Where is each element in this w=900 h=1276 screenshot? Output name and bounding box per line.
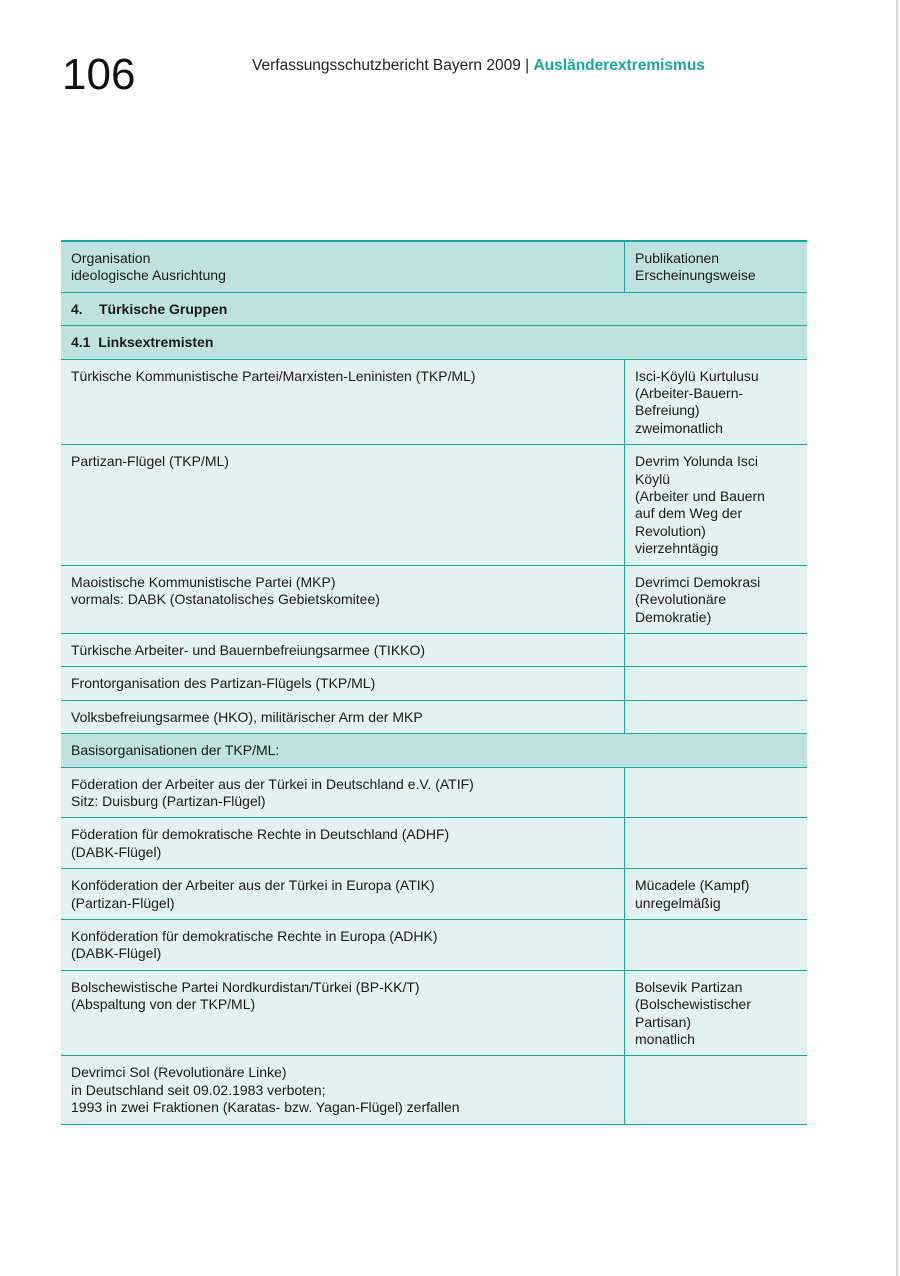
organisation-cell (61, 869, 625, 920)
header-pub-cell (625, 241, 808, 292)
publication-text: unregelmäßig (635, 894, 721, 911)
publication-text: (Arbeiter und Bauern (635, 488, 765, 505)
publication-text: Mücadele (Kampf) (635, 877, 750, 894)
publication-cell (625, 700, 808, 733)
header-title: Verfassungsschutzbericht Bayern 2009 | (252, 57, 530, 74)
table-row (61, 818, 807, 869)
publication-text: Revolution) (635, 522, 706, 539)
header-org-cell (61, 241, 625, 292)
publication-text: Bolsevik Partizan (635, 978, 743, 995)
publication-cell (625, 667, 808, 700)
publication-text: (Bolschewistischer (635, 996, 751, 1013)
publication-text: Befreiung) (635, 402, 700, 419)
publication-text: (Arbeiter-Bauern- (635, 385, 744, 402)
table-header-row (61, 241, 807, 292)
publication-cell (625, 970, 808, 1056)
publication-cell (625, 1056, 808, 1124)
table-row (61, 359, 807, 445)
publication-text: monatlich (635, 1031, 695, 1047)
publication-cell (625, 633, 808, 666)
organisation-text: vormals: DABK (Ostanatolisches Gebietskomitee) (71, 591, 380, 608)
publication-text: vierzehntägig (635, 540, 719, 557)
publication-text: Partisan) (635, 1013, 692, 1030)
table-row (61, 445, 807, 565)
subsection-cell: 4.1 Linksextremisten (61, 326, 807, 359)
organisation-text: Türkische Arbeiter- und Bauernbefreiungsarmee (TIKKO) (71, 641, 426, 658)
table-row (61, 970, 807, 1056)
publication-text: Devrim Yolunda Isci (635, 453, 758, 470)
table-row (61, 919, 807, 970)
organisation-cell (61, 633, 625, 666)
organisation-text: (Abspaltung von der TKP/ML) (71, 996, 256, 1013)
organisation-text: Volksbefreiungsarmee (HKO), militärischer Arm der MKP (71, 708, 423, 725)
organisation-cell (61, 565, 625, 633)
publication-text: Demokratie) (635, 608, 712, 625)
publication-text: Köylü (635, 470, 671, 487)
organisation-text: Sitz: Duisburg (Partizan-Flügel) (71, 792, 266, 809)
publication-cell (625, 869, 808, 920)
organisation-cell (61, 919, 625, 970)
organisation-text: Frontorganisation des Partizan-Flügels (TKP/ML) (71, 675, 376, 692)
organisation-text: Türkische Kommunistische Partei/Marxisten-Leninisten (TKP/ML) (71, 367, 476, 384)
organisation-cell (61, 445, 625, 565)
organisation-cell (61, 818, 625, 869)
publication-text: zweimonatlich (635, 419, 723, 436)
organisation-cell (61, 767, 625, 818)
organisation-cell (61, 667, 625, 700)
organisation-text: Bolschewistische Partei Nordkurdistan/Türkei (BP-KK/T) (71, 978, 420, 995)
table-row (61, 1056, 807, 1124)
table-row (61, 633, 807, 666)
header-section: Ausländerextremismus (533, 57, 705, 74)
table-row (61, 700, 807, 733)
table-row (61, 667, 807, 700)
section-row (61, 292, 807, 325)
organisation-cell (61, 700, 625, 733)
header-pub-line: Publikationen (635, 250, 720, 266)
publication-text: Devrimci Demokrasi (635, 573, 761, 590)
organisation-text: Föderation für demokratische Rechte in Deutschland (ADHF) (71, 826, 450, 843)
organisation-cell (61, 1056, 625, 1124)
organisation-text: in Deutschland seit 09.02.1983 verboten; (71, 1081, 326, 1098)
running-header (252, 57, 705, 75)
organisation-text: Konföderation für demokratische Rechte in Europa (ADHK) (71, 927, 438, 944)
publication-text: auf dem Weg der (635, 505, 743, 522)
header-pub-line: Erscheinungsweise (635, 267, 756, 284)
section-title: Türkische Gruppen (99, 300, 228, 317)
organisation-text: Konföderation der Arbeiter aus der Türkei in Europa (ATIK) (71, 877, 435, 894)
organisation-text: (DABK-Flügel) (71, 945, 162, 962)
section-cell (61, 292, 807, 325)
publication-cell (625, 565, 808, 633)
organisations-table (61, 240, 807, 1125)
page-edge-line (896, 0, 898, 1276)
basis-cell: Basisorganisationen der TKP/ML: (61, 734, 807, 767)
publication-text: (Revolutionäre (635, 591, 727, 608)
organisation-text: Partizan-Flügel (TKP/ML) (71, 453, 229, 470)
publication-text: Isci-Köylü Kurtulusu (635, 367, 759, 384)
organisation-cell (61, 359, 625, 445)
organisation-text: Devrimci Sol (Revolutionäre Linke) (71, 1064, 287, 1081)
organisation-text: Föderation der Arbeiter aus der Türkei in Deutschland e.V. (ATIF) (71, 775, 474, 792)
organisation-text: (DABK-Flügel) (71, 843, 162, 860)
section-number: 4. (71, 300, 83, 317)
organisation-text: Maoistische Kommunistische Partei (MKP) (71, 573, 336, 590)
publication-cell (625, 818, 808, 869)
table-row (61, 869, 807, 920)
organisation-text: 1993 in zwei Fraktionen (Karatas- bzw. Yagan-Flügel) zerfallen (71, 1099, 460, 1116)
organisation-cell (61, 970, 625, 1056)
subsection-row (61, 326, 807, 359)
basis-row (61, 734, 807, 767)
publication-cell (625, 919, 808, 970)
header-org-line: Organisation (71, 250, 151, 266)
table-row (61, 565, 807, 633)
publication-cell (625, 767, 808, 818)
publication-cell (625, 445, 808, 565)
organisation-text: (Partizan-Flügel) (71, 894, 175, 911)
publication-cell (625, 359, 808, 445)
header-org-line: ideologische Ausrichtung (71, 267, 226, 284)
table-row (61, 767, 807, 818)
page-number: 106 (62, 50, 136, 99)
